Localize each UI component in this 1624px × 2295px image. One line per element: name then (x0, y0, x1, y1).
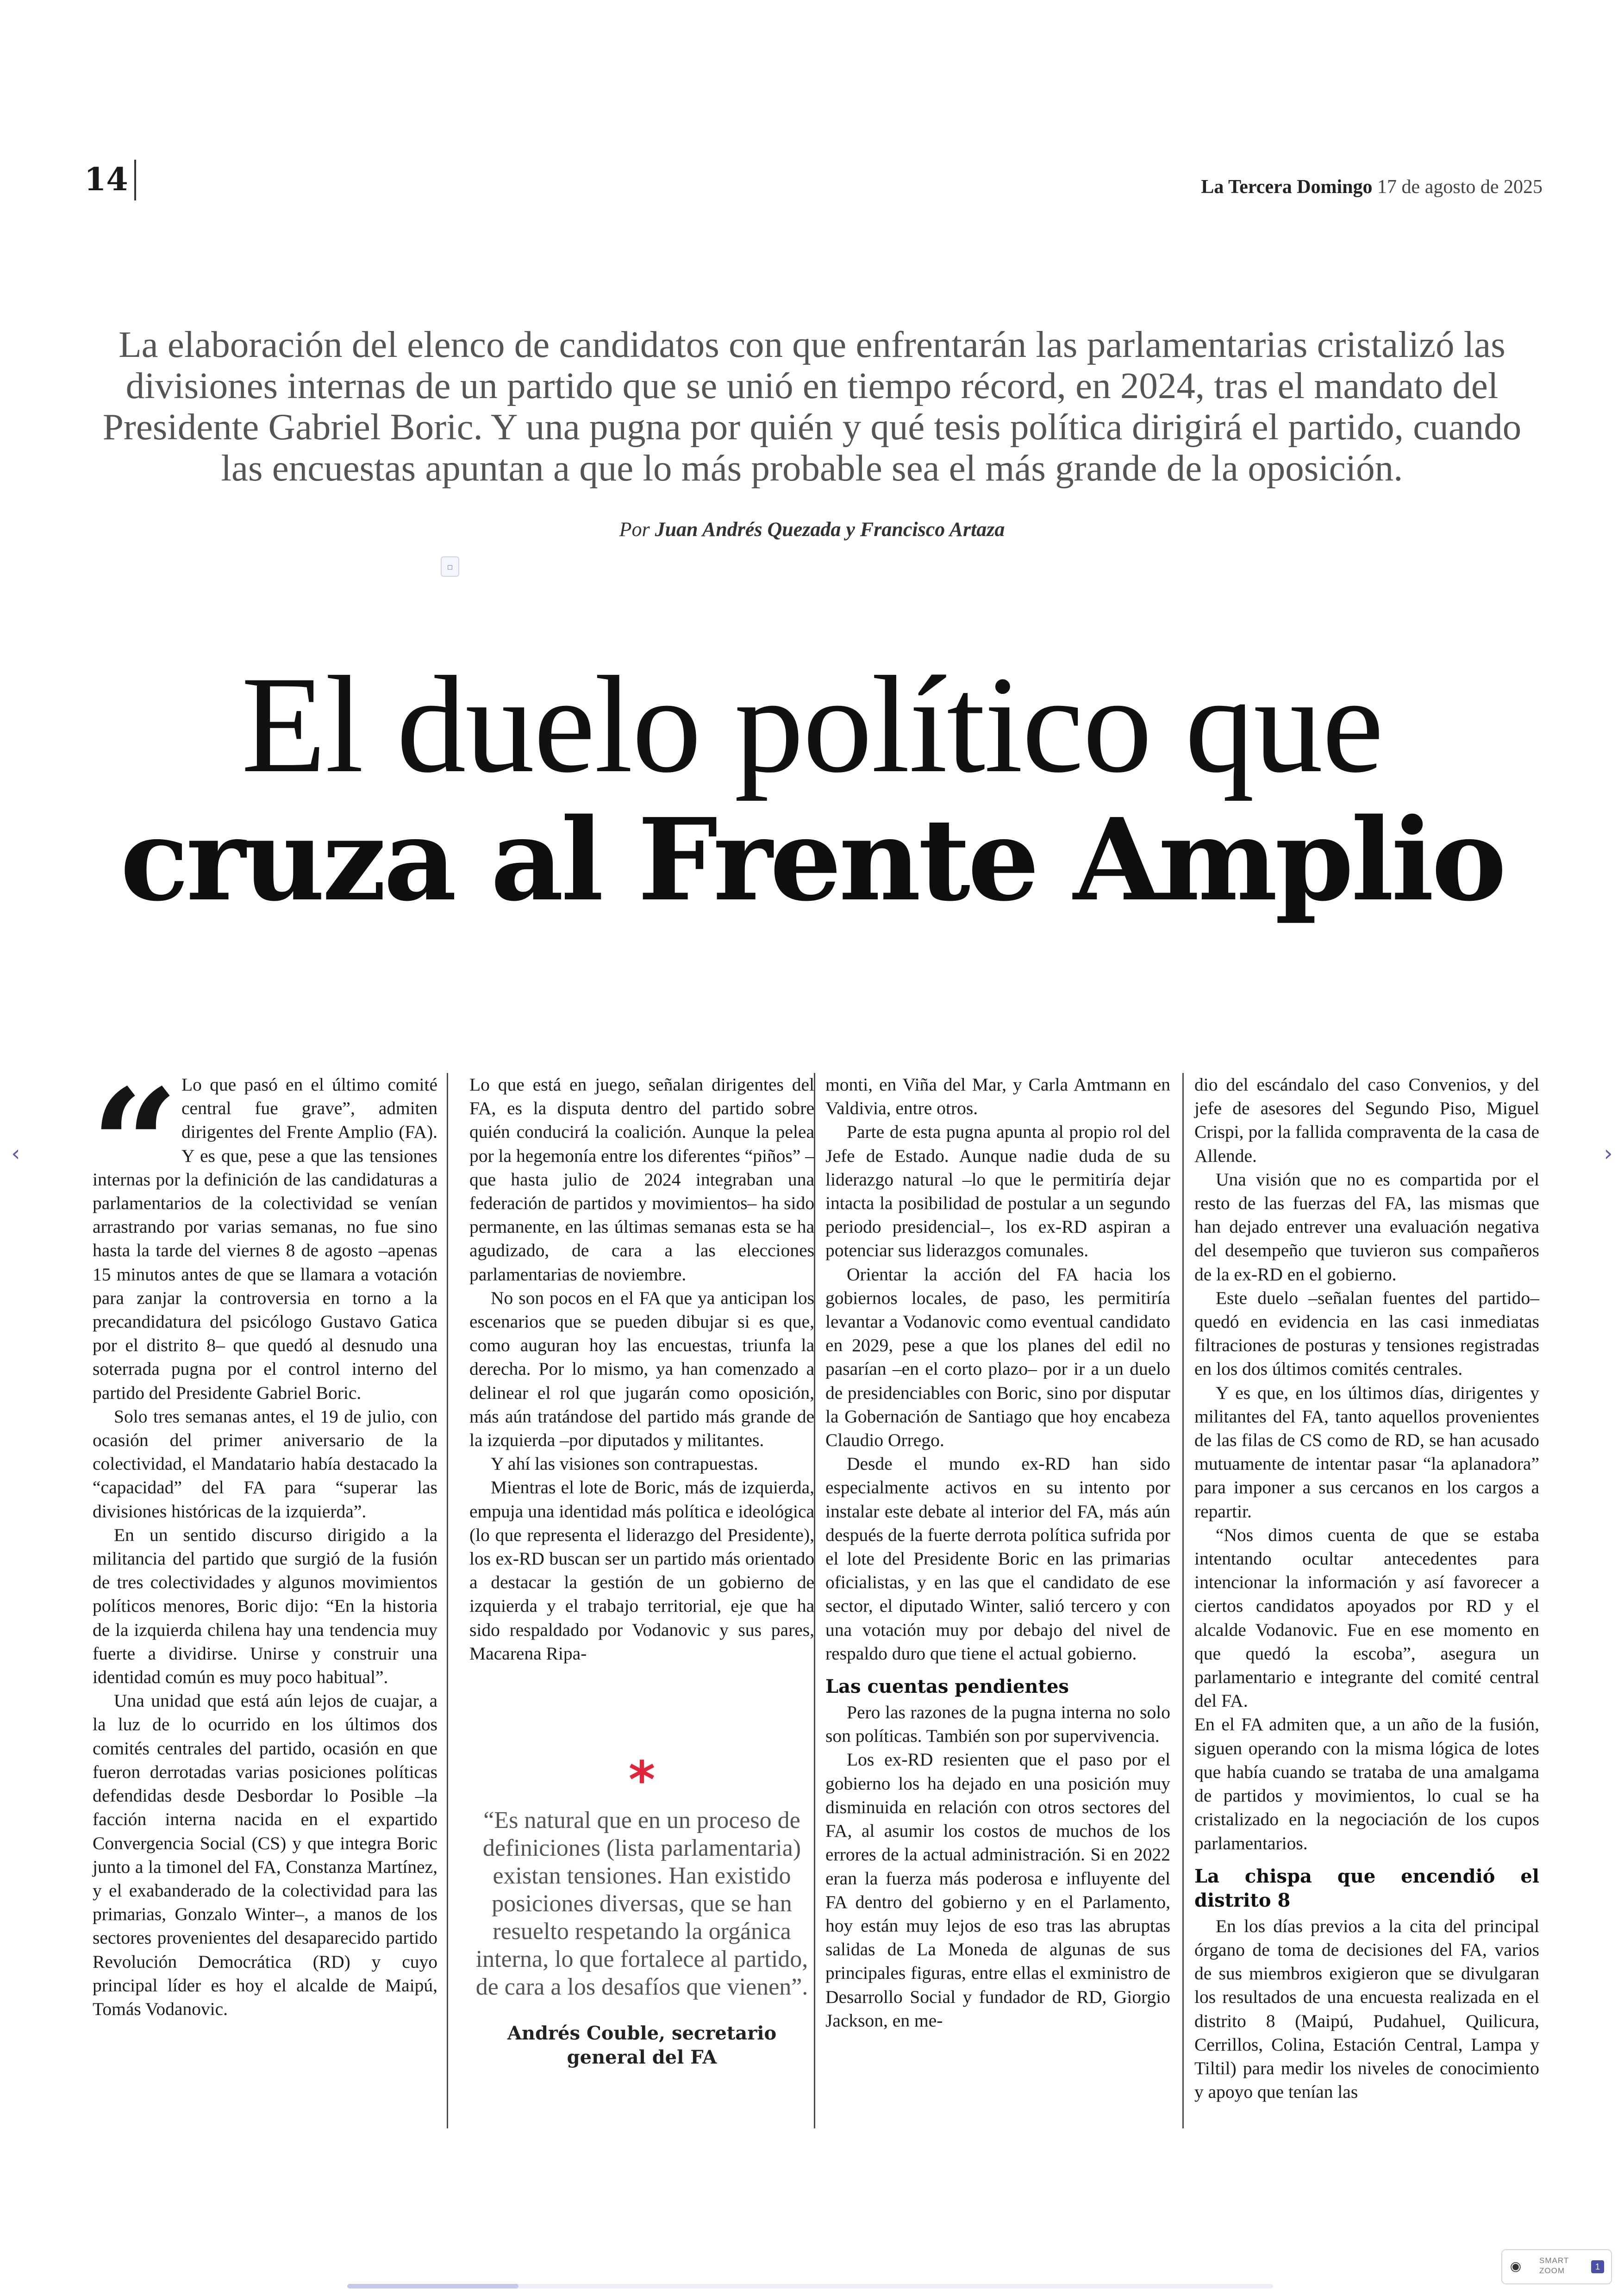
body-paragraph: Y ahí las visiones son contrapuestas. (491, 1453, 758, 1474)
headline-line-2: cruza al Frente Amplio (120, 793, 1504, 926)
body-paragraph: monti, en Viña del Mar, y Carla Amtmann en Valdivia, entre otros. (825, 1074, 1170, 1119)
page-scrollbar-thumb[interactable] (347, 2284, 518, 2289)
body-paragraph: No son pocos en el FA que ya anticipan los escenarios que se pueden dibujar si es que, como auguran hoy las encuestas, triunfa la derecha. Por lo mismo, ya han comenzado a delinear el rol que jugarán como oposición, más aún tratándose del partido más grande de la izquierda –por diputados y militantes. (469, 1287, 814, 1451)
body-paragraph: En los días previos a la cita del principal órgano de toma de decisiones del FA, varios de sus miembros exigieron que se divulgaran los resultados de una encuesta realizada en el distrito 8 (Maipú, Pudahuel, Quilicura, Cerrillos, Colina, Estación Central, Lampa y Tiltil) para medir los niveles de conocimiento y apoyo que tenían las (1194, 1915, 1539, 2102)
smart-zoom-label: SMART ZOOM (1539, 2256, 1569, 2275)
body-paragraph: Una unidad que está aún lejos de cuajar, a la luz de lo ocurrido en los últimos dos comités centrales del partido, ocasión en que fueron derrotadas varias posiciones políticas defendidas desde Desbordar lo Posible –la facción interna nacida en el expartido Convergencia Social (CS) y que integra Boric junto a la timonel del FA, Constanza Martínez, y el exabanderado de la colectividad para las primarias, Gonzalo Winter–, a manos de los sectores provenientes del desaparecido partido Revolución Democrática (RD) y cuyo principal líder es hoy el alcalde de Maipú, Tomás Vodanovic. (93, 1690, 437, 2019)
body-paragraph: Lo que pasó en el último comité central fue grave”, admiten dirigentes del Frente Amplio (FA). Y es que, pese a que las tensiones internas por la definición de las candidaturas a parlamentarios de la colectividad se venían arrastrando por varias semanas, no fue sino hasta la tarde del viernes 8 de agosto –apenas 15 minutos antes de que se llamara a votación para zanjar la controversia en torno a la precandidatura del psicólogo Gustavo Gatica por el distrito 8– que quedó al desnudo una soterrada pugna por el control interno del partido del Presidente Gabriel Boric. (93, 1074, 437, 1403)
smart-zoom-badge: 1 (1591, 2260, 1604, 2273)
body-paragraph: En el FA admiten que, a un año de la fusión, siguen operando con la misma lógica de lotes que había cuando se trataba de una amalgama de partidos y movimientos, lo cual se ha cristalizado en la negociación de los cupos parlamentarios. (1194, 1714, 1539, 1853)
body-column-3 (825, 1073, 1170, 2033)
column-divider (447, 1073, 448, 2128)
section-heading: Las cuentas pendientes (825, 1676, 1069, 1698)
opening-quote-icon: “ (91, 1055, 179, 1235)
publication-date: 17 de agosto de 2025 (1377, 176, 1543, 198)
pull-quote (469, 1750, 814, 2070)
body-column-4 (1194, 1073, 1539, 2104)
headline-line-1: El duelo político que (241, 648, 1383, 801)
body-paragraph: dio del escándalo del caso Convenios, y del jefe de asesores del Segundo Piso, Miguel Crispi, por la fallida compraventa de la casa de Allende. (1194, 1074, 1539, 1166)
body-paragraph: Desde el mundo ex-RD han sido especialmente activos en su intento por instalar este debate al interior del FA, más aún después de la fuerte derrota política sufrida por el lote del Presidente Boric en las primarias oficialistas, y en las que el candidato de ese sector, el diputado Winter, salió tercero y con una votación muy por debajo del nivel de respaldo duro que tiene el actual gobierno. (825, 1453, 1170, 1664)
body-paragraph: Los ex-RD resienten que el paso por el gobierno los ha dejado en una posición muy disminuida en relación con otros sectores del FA, al asumir los costos de muchos de los errores de la actual administración. Si en 2022 eran la fuerza más poderosa e influyente del FA dentro del gobierno y en el Parlamento, hoy están muy lejos de eso tras las abruptas salidas de La Moneda de algunas de sus principales figuras, entre ellas el exministro de Desarrollo Social y fundador de RD, Giorgio Jackson, en me- (825, 1749, 1170, 2031)
image-placeholder-icon[interactable]: ▫ (441, 556, 459, 577)
article-lead: La elaboración del elenco de candidatos con que enfrentarán las parlamentarias cristalizó las divisiones internas de un partido que se unió en tiempo récord, en 2024, tras el mandato del Presidente Gabriel Boric. Y una pugna por quién y qué tesis política dirigirá el partido, cuando las encuestas apuntan a que lo más probable sea el más grande de la oposición. (102, 324, 1522, 489)
body-paragraph: Solo tres semanas antes, el 19 de julio, con ocasión del primer aniversario de la colectividad, el Mandatario había destacado la “capacidad” del FA para “superar las divisiones históricas de la izquierda”. (93, 1406, 437, 1522)
body-paragraph: Mientras el lote de Boric, más de izquierda, empuja una identidad más política e ideológica (lo que representa el liderazgo del Presidente), los ex-RD buscan ser un partido más orientado a destacar la gestión de un gobierno de izquierda y el trabajo territorial, eje que ha sido respaldado por Vodanovic y sus pares, Macarena Ripa- (469, 1477, 814, 1664)
body-paragraph: Pero las razones de la pugna interna no solo son políticas. También son por supervivencia. (825, 1702, 1170, 1746)
byline-prefix: Por (619, 518, 650, 541)
body-paragraph: En un sentido discurso dirigido a la militancia del partido que surgió de la fusión de tres colectividades y algunos movimientos políticos menores, Boric dijo: “En la historia de la izquierda chilena hay una tendencia muy fuerte a dividirse. Unirse y construir una identidad común es muy poco habitual”. (93, 1524, 437, 1688)
section-heading: La chispa que encendió el distrito 8 (1194, 1865, 1539, 1911)
body-paragraph: Este duelo –señalan fuentes del partido– quedó en evidencia en las casi inmediatas filtraciones de posturas y tensiones registradas en los dos últimos comités centrales. (1194, 1287, 1539, 1379)
body-paragraph: Orientar la acción del FA hacia los gobiernos locales, de paso, les permitiría levantar a Vodanovic como eventual candidato en 2029, pese a que los planes del edil no pasarían –en el corto plazo– por ir a un duelo de presidenciables con Boric, sino por disputar la Gobernación de Santiago que hoy encabeza Claudio Orrego. (825, 1264, 1170, 1451)
body-column-1 (91, 1055, 437, 2021)
previous-page-chevron-icon[interactable]: ‹ (11, 1141, 20, 1166)
column-divider (1182, 1073, 1184, 2128)
publication-meta (1201, 176, 1543, 198)
pull-quote-text: “Es natural que en un proceso de definiciones (lista parlamentaria) existan tensiones. Han existido posiciones diversas, que se han resuelto respetando la orgánica interna, lo que fortalece al partido, de cara a los desafíos que vienen”. (475, 1807, 808, 2000)
byline (0, 518, 1624, 541)
byline-authors: Juan Andrés Quezada y Francisco Artaza (655, 518, 1005, 541)
body-column-2 (469, 1073, 814, 1665)
body-paragraph: Parte de esta pugna apunta al propio rol del Jefe de Estado. Aunque nadie duda de su liderazgo natural –lo que le permitiría dejar intacta la posibilidad de postular a un segundo periodo presidencial–, los ex-RD aspiran a potenciar sus liderazgos comunales. (825, 1122, 1170, 1261)
body-paragraph: Y es que, en los últimos días, dirigentes y militantes del FA, tanto aquellos provenientes de las filas de CS como de RD, se han acusado mutuamente de intentar pasar “la aplanadora” para imponer a sus cercanos en los cargos a repartir. (1194, 1382, 1539, 1522)
smart-zoom-button[interactable] (1501, 2249, 1612, 2284)
publication-name: La Tercera Domingo (1201, 176, 1373, 198)
asterisk-icon: * (628, 1750, 656, 1809)
next-page-chevron-icon[interactable]: › (1604, 1141, 1613, 1166)
pull-quote-author: Andrés Couble, secretario general del FA (507, 2022, 777, 2068)
body-paragraph: Lo que está en juego, señalan dirigentes del FA, es la disputa dentro del partido sobre quién conducirá la coalición. Aunque la pelea por la hegemonía entre los diferentes “piños” –que hasta julio de 2024 integraban una federación de partidos y movimientos– ha sido permanente, en las últimas semanas esta se ha agudizado, de cara a las elecciones parlamentarias de noviembre. (469, 1074, 814, 1285)
eye-icon: ◉ (1510, 2258, 1522, 2274)
body-paragraph: Una visión que no es compartida por el resto de las fuerzas del FA, las mismas que han dejado entrever una evaluación negativa del desempeño que tuvieron sus compañeros de la ex-RD en el gobierno. (1194, 1169, 1539, 1285)
header-divider (134, 160, 136, 200)
body-paragraph: “Nos dimos cuenta de que se estaba intentando ocultar antecedentes para intencionar la información y así favorecer a ciertos candidatos apoyados por RD y el alcalde Vodanovic. Fue en ese momento en que quedó la escoba”, asegura un parlamentario e integrante del comité central del FA. (1194, 1524, 1539, 1711)
page-number: 14 (84, 161, 128, 198)
